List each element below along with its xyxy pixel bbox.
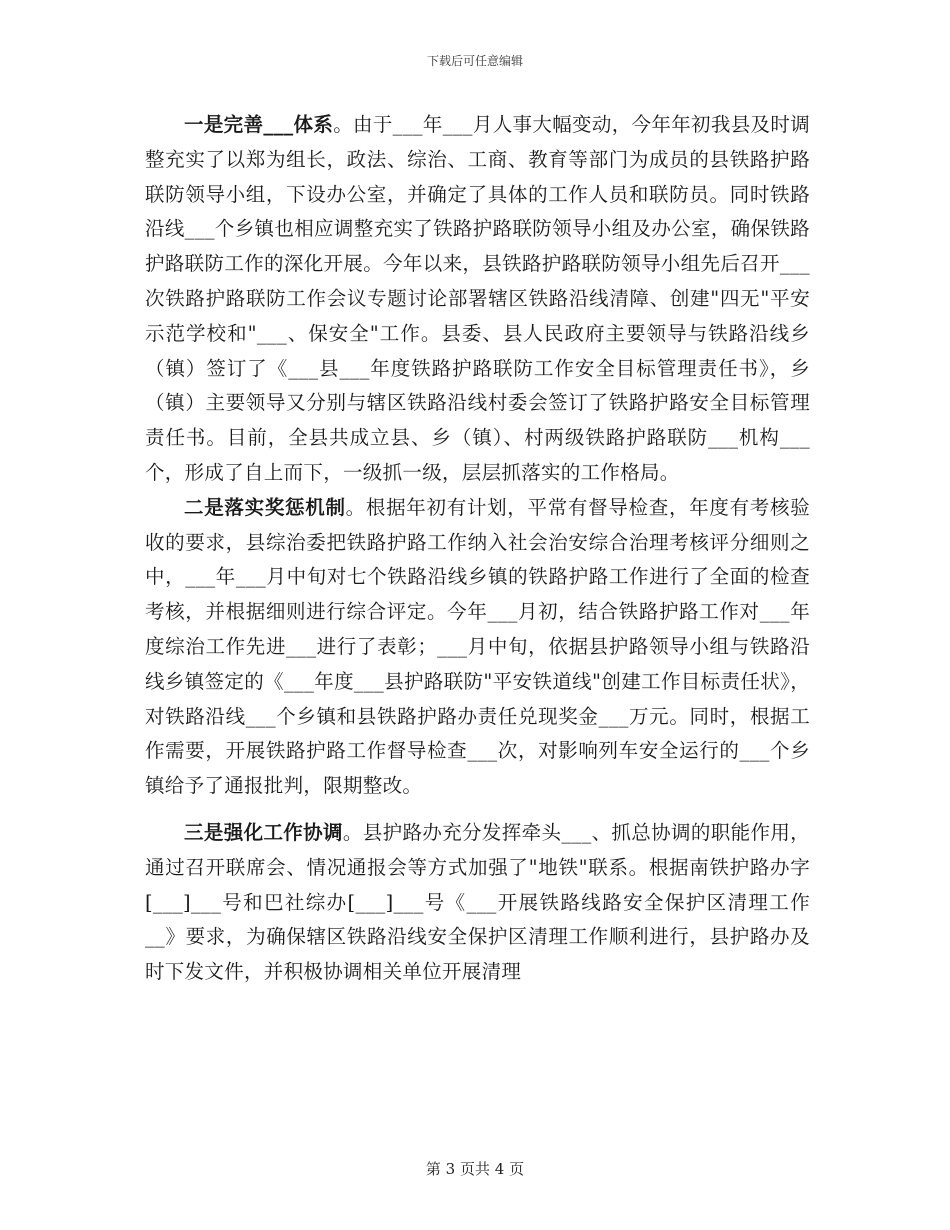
document-body — [145, 108, 810, 990]
paragraph-1-text: 。由于___年___月人事大幅变动，今年年初我县及时调整充实了以郑为组长，政法、综治、工商、教育等部门为成员的县铁路护路联防领导小组，下设办公室，并确定了具体的工作人员和联防员。同时铁路沿线___个乡镇也相应调整充实了铁路护路联防领导小组及办公室，确保铁路护路联防工作的深化开展。今年以来，县铁路护路联防领导小组先后召开___次铁路护路联防工作会议专题讨论部署辖区铁路沿线清障、创建"四无"平安示范学校和"___、保安全"工作。县委、县人民政府主要领导与铁路沿线乡（镇）签订了《___县___年度铁路护路联防工作安全目标管理责任书》，乡（镇）主要领导又分别与辖区铁路沿线村委会签订了铁路护路安全目标管理责任书。目前，全县共成立县、乡（镇）、村两级铁路护路联防___机构___个，形成了自上而下，一级抓一级，层层抓落实的工作格局。 — [145, 113, 810, 484]
paragraph-1-heading: 一是完善___体系 — [184, 113, 334, 136]
page-footer: 第 3 页共 4 页 — [425, 1160, 525, 1178]
paragraph-3-text: 。县护路办充分发挥牵头___、抓总协调的职能作用，通过召开联席会、情况通报会等方式加强了"地铁"联系。根据南铁护路办字[___]___号和巴社综办[___]___号《___开展铁路线路安全保护区清理工作__》要求，为确保辖区铁路沿线安全保护区清理工作顺利进行，县护路办及时下发文件，并积极协调相关单位开展清理 — [145, 820, 810, 984]
page-header: 下载后可任意编辑 — [426, 54, 523, 68]
paragraph-3 — [145, 816, 810, 990]
paragraph-1 — [145, 108, 810, 491]
paragraph-3-heading: 三是强化工作协调 — [184, 820, 343, 844]
paragraph-2 — [145, 491, 810, 804]
paragraph-2-heading: 二是落实奖惩机制 — [184, 495, 346, 519]
paragraph-2-text: 。根据年初有计划，平常有督导检查，年度有考核验收的要求，县综治委把铁路护路工作纳入社会治安综合治理考核评分细则之中，___年___月中旬对七个铁路沿线乡镇的铁路护路工作进行了全面的检查考核，并根据细则进行综合评定。今年___月初，结合铁路护路工作对___年度综治工作先进___进行了表彰；___月中旬，依据县护路领导小组与铁路沿线乡镇签定的《___年度___县护路联防"平安铁道线"创建工作目标责任状》，对铁路沿线___个乡镇和县铁路护路办责任兑现奖金___万元。同时，根据工作需要，开展铁路护路工作督导检查___次，对影响列车安全运行的___个乡镇给予了通报批判，限期整改。 — [145, 495, 810, 798]
